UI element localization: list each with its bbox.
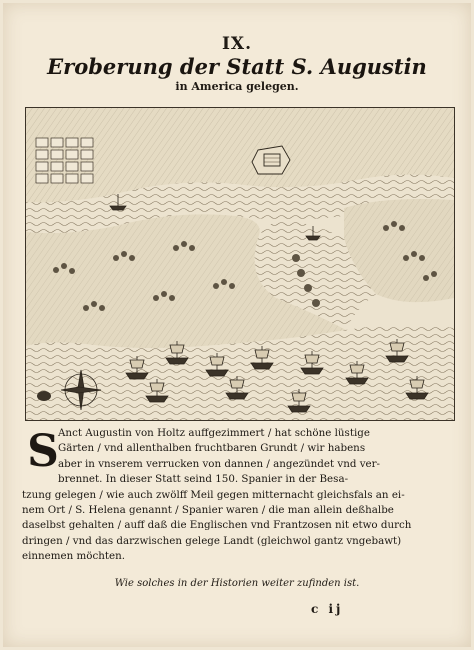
engraved-map-illustration bbox=[25, 107, 455, 421]
text-line: Anct Augustin von Holtz auffgezimmert / hat schöne lüstige bbox=[58, 427, 370, 439]
page-subtitle: in America gelegen. bbox=[175, 80, 299, 93]
text-line: aber in vnserem verrucken von dannen / angezündet vnd ver- bbox=[58, 457, 381, 470]
page-title: Eroberung der Statt S. Augustin bbox=[47, 54, 427, 79]
closing-line: Wie solches in der Historien weiter zufinden ist. bbox=[114, 578, 360, 589]
text-line: Gärten / vnd allenthalben fruchtbaren Grundt / wir habens bbox=[58, 442, 366, 455]
body-text bbox=[22, 426, 430, 565]
text-line: nem Ort / S. Helena genannt / Spanier waren / die man allein deßhalbe bbox=[22, 504, 394, 517]
text-line: einnemen möchten. bbox=[22, 550, 126, 563]
text-line: brennet. In dieser Statt seind 150. Spanier in der Besa- bbox=[58, 473, 349, 486]
text-line: tzung gelegen / wie auch zwölff Meil gegen mitternacht gleichsfals an ei- bbox=[22, 488, 405, 501]
text-line: dringen / vnd das darzwischen gelege Landt (gleichwol gantz vngebawt) bbox=[22, 534, 402, 547]
plate-number: IX. bbox=[221, 34, 253, 54]
decorative-initial: S bbox=[27, 426, 59, 477]
signature-mark: c ij bbox=[311, 602, 344, 616]
text-line: daselbst gehalten / auff daß die Englischen vnd Frantzosen nit etwo durch bbox=[22, 519, 412, 532]
